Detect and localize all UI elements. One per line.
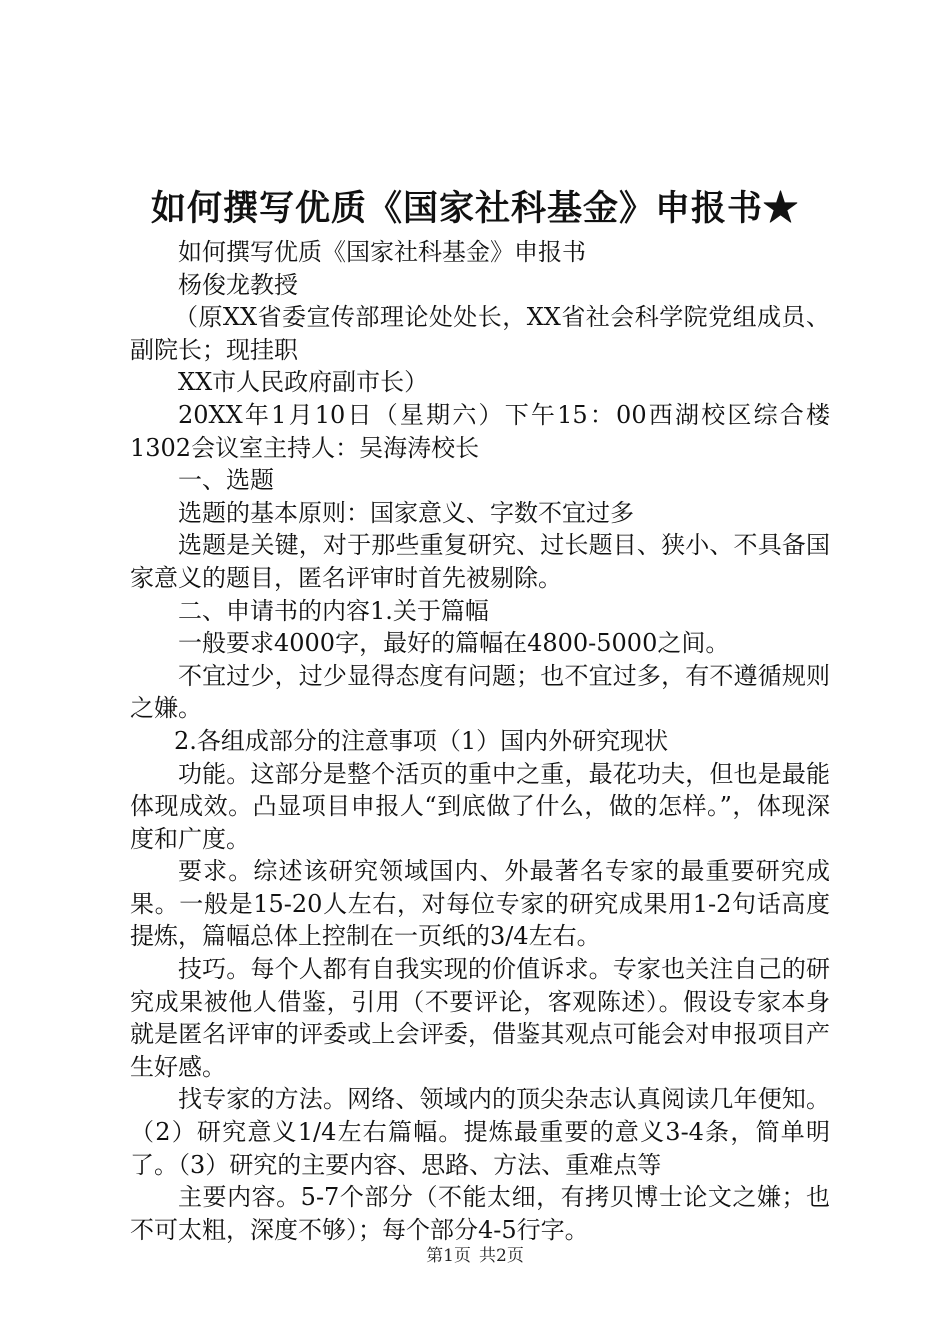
- paragraph-techniques: 技巧。每个人都有自我实现的价值诉求。专家也关注自己的研究成果被他人借鉴，引用（不要评论，客观陈述）。假设专家本身就是匿名评审的评委或上会评委，借鉴其观点可能会对申报项目产生好感。: [130, 955, 830, 1081]
- paragraph-topic-key: 选题是关键，对于那些重复研究、过长题目、狭小、不具备国家意义的题目，匿名评审时首先被剔除。: [130, 531, 830, 592]
- page-number-current: 第1页: [426, 1246, 471, 1266]
- paragraph-length-requirement: 一般要求4000字，最好的篇幅在4800-5000之间。: [178, 629, 730, 658]
- paragraph-event-info: 20XX年1月10日（星期六）下午15：00西湖校区综合楼1302会议室主持人：吴海涛校长: [130, 400, 830, 462]
- page-number-total: 共2页: [479, 1246, 524, 1266]
- section-heading-components: 2.各组成部分的注意事项（1）国内外研究现状: [174, 726, 669, 755]
- paragraph-speaker-background: （原XX省委宣传部理论处处长，XX省社会科学院党组成员、副院长；现挂职: [130, 303, 830, 364]
- document-body: [130, 236, 830, 1246]
- section-heading-content: 二、申请书的内容1.关于篇幅: [178, 596, 489, 625]
- paragraph-subtitle: 如何撰写优质《国家社科基金》申报书: [178, 238, 586, 266]
- paragraph-finding-experts: 找专家的方法。网络、领域内的顶尖杂志认真阅读几年便知。（2）研究意义1/4左右篇幅。提炼最重要的意义3-4条，简单明了。（3）研究的主要内容、思路、方法、重难点等: [130, 1085, 830, 1179]
- paragraph-speaker-position: XX市人民政府副市长）: [178, 368, 429, 397]
- paragraph-topic-principle: 选题的基本原则：国家意义、字数不宜过多: [178, 498, 634, 527]
- paragraph-length-advice: 不宜过少，过少显得态度有问题；也不宜过多，有不遵循规则之嫌。: [130, 661, 830, 723]
- page-footer: [0, 1245, 950, 1267]
- paragraph-main-content: 主要内容。5-7个部分（不能太细，有拷贝博士论文之嫌；也不可太粗，深度不够）；每个部分4-5行字。: [130, 1183, 830, 1244]
- paragraph-function: 功能。这部分是整个活页的重中之重，最花功夫，但也是最能体现成效。凸显项目申报人“到底做了什么，做的怎样。”，体现深度和广度。: [130, 759, 830, 853]
- section-heading-topic: 一、选题: [178, 466, 274, 495]
- document-title: 如何撰写优质《国家社科基金》申报书★: [150, 188, 799, 229]
- paragraph-speaker: 杨俊龙教授: [178, 270, 298, 299]
- paragraph-requirements: 要求。综述该研究领域国内、外最著名专家的最重要研究成果。一般是15-20人左右，对每位专家的研究成果用1-2句话高度提炼，篇幅总体上控制在一页纸的3/4左右。: [130, 857, 830, 951]
